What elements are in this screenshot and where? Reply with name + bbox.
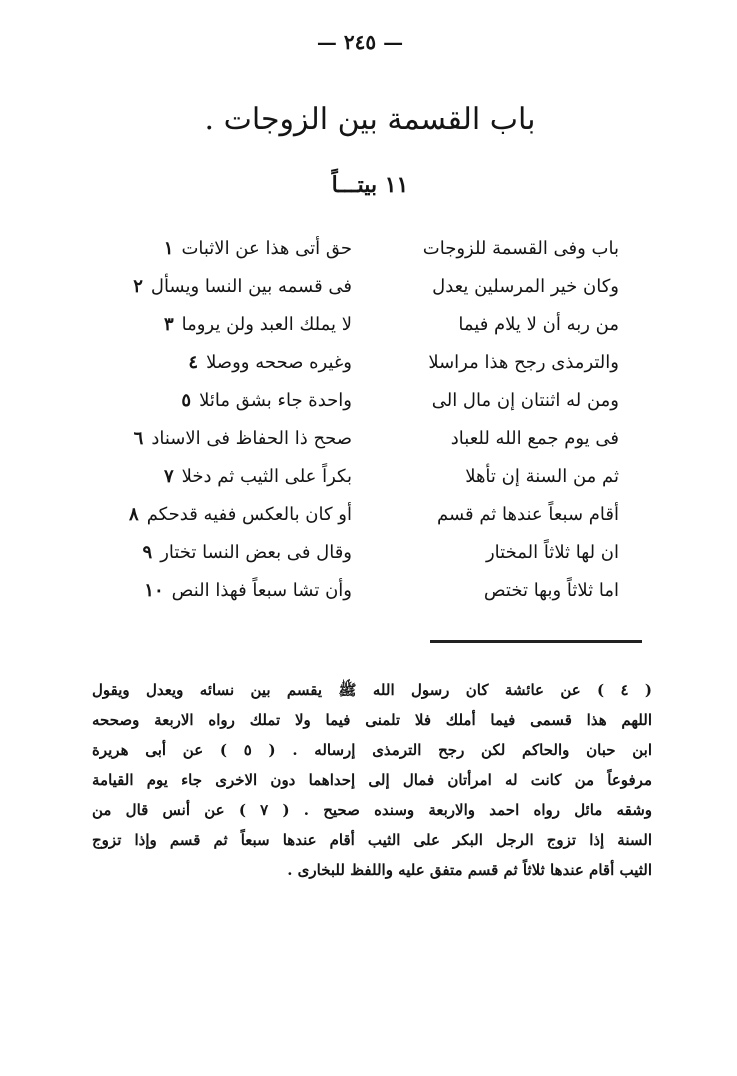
verse-right-line: ومن له اثنتان إن مال الى: [431, 390, 619, 411]
verse-left-line: [112, 306, 352, 344]
verse-left-line: [112, 344, 352, 382]
verse-text: بكراً على الثيب ثم دخلا: [181, 466, 352, 487]
verse-number: ١٠: [144, 580, 164, 601]
footnote-divider: [430, 640, 642, 643]
verse-number: ٣: [163, 314, 174, 335]
verse-left-line: [112, 534, 352, 572]
verse-right-line: فى يوم جمع الله للعباد: [450, 428, 619, 449]
page-number: — ٢٤٥ —: [316, 30, 404, 54]
verse-left-line: [112, 382, 352, 420]
verse-text: صحح ذا الحفاظ فى الاسناد: [151, 428, 352, 449]
verse-number: ٦: [133, 428, 144, 449]
footnote-line: الثيب أقام عندها ثلاثاً ثم قسم متفق عليه واللفظ للبخارى .: [287, 861, 652, 879]
verse-number: ٨: [129, 504, 139, 525]
verse-left-line: [112, 420, 352, 458]
verse-number: ٥: [181, 390, 192, 411]
verse-right-line: اما ثلاثاً وبها تختص: [483, 580, 619, 601]
verse-right-line: باب وفى القسمة للزوجات: [422, 238, 619, 259]
verse-left-line: [112, 458, 352, 496]
verse-text: واحدة جاء بشق مائلا: [199, 390, 352, 411]
verse-text: وغيره صححه ووصلا: [206, 352, 352, 373]
verse-text: فى قسمه بين النسا ويسأل: [150, 276, 352, 297]
verse-number: ٩: [142, 542, 153, 563]
verse-text: لا يملك العبد ولن يروما: [181, 314, 352, 335]
verse-right-line: ان لها ثلاثاً المختار: [485, 542, 619, 563]
verse-left-line: [112, 496, 352, 534]
verse-right-line: وكان خير المرسلين يعدل: [432, 276, 619, 297]
footnote-line: مرفوعاً من كانت له امرأتان فمال إلى إحداهما دون الاخرى جاء يوم القيامة: [92, 771, 652, 789]
verse-text: أو كان بالعكس ففيه قدحكم: [146, 504, 352, 525]
verses-second-hemistich: [112, 230, 352, 610]
verse-text: وأن تشا سبعاً فهذا النص: [171, 580, 352, 601]
footnote-line: ( ٤ ) عن عائشة كان رسول الله ﷺ يقسم بين نسائه ويعدل ويقول: [92, 681, 652, 699]
footnote-line: اللهم هذا قسمى فيما أملك فلا تلمنى فيما ولا تملك رواه الاربعة وصححه: [92, 711, 652, 729]
footnotes: [92, 675, 652, 885]
verse-text: وقال فى بعض النسا تختار: [160, 542, 352, 563]
verse-left-line: [112, 268, 352, 306]
verse-number: ٢: [133, 276, 143, 297]
verse-left-line: [112, 230, 352, 268]
footnote-line: وشقه مائل رواه احمد والاربعة وسنده صحيح . ( ٧ ) عن أنس قال من: [92, 801, 652, 819]
footnote-line: ابن حبان والحاكم لكن رجح الترمذى إرساله . ( ٥ ) عن أبى هريرة: [92, 741, 652, 759]
verse-right-line: أقام سبعاً عندها ثم قسم: [436, 504, 619, 525]
chapter-title: باب القسمة بين الزوجات .: [204, 102, 536, 137]
verse-number: ٧: [163, 466, 174, 487]
verse-number: ١: [163, 238, 174, 259]
verses-first-hemistich: [369, 230, 619, 610]
verse-right-line: والترمذى رجح هذا مراسلا: [428, 352, 619, 373]
verse-left-line: [112, 572, 352, 610]
verse-right-line: من ربه أن لا يلام فيما: [458, 314, 619, 335]
verse-text: حق أتى هذا عن الاثبات: [181, 238, 352, 259]
verse-count: ١١ بيتـــاً: [331, 172, 409, 198]
verse-right-line: ثم من السنة إن تأهلا: [465, 466, 619, 487]
footnote-line: السنة إذا تزوج الرجل البكر على الثيب أقام عندها سبعاً ثم قسم وإذا تزوج: [92, 831, 652, 849]
verse-number: ٤: [188, 352, 199, 373]
